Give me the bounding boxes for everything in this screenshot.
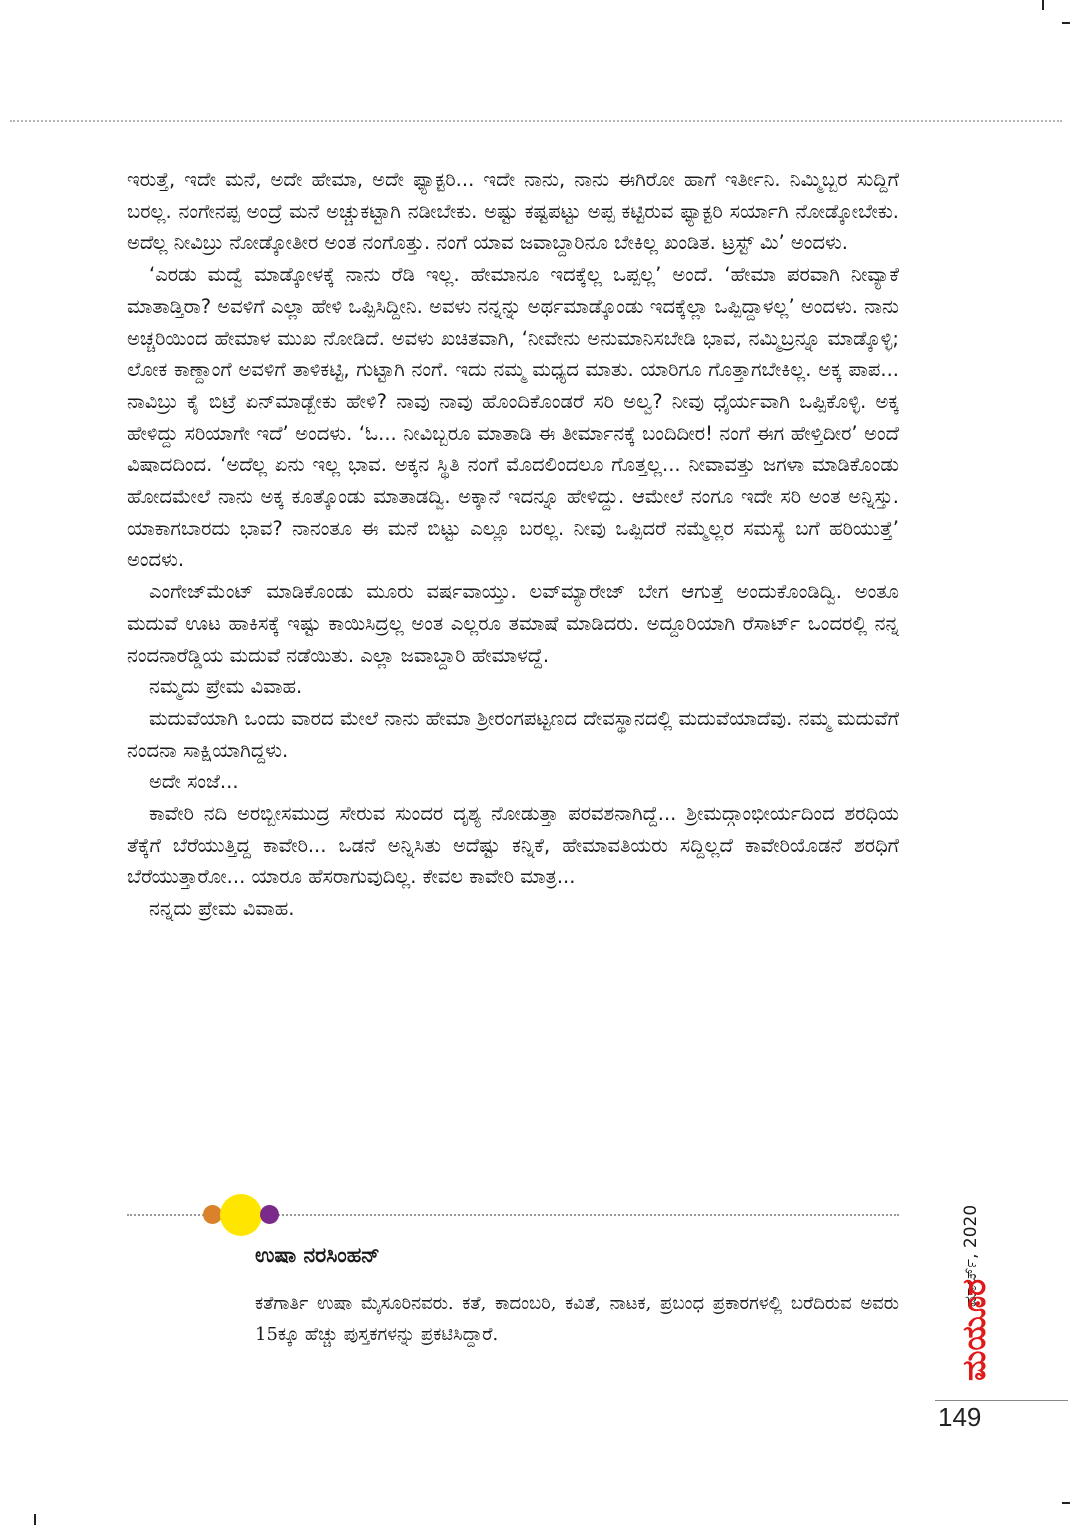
top-dotted-rule bbox=[10, 120, 1062, 122]
magazine-logo: ಮಯೂರ bbox=[955, 1278, 993, 1382]
author-name: ಉಷಾ ನರಸಿಂಹನ್ bbox=[255, 1243, 380, 1267]
crop-mark-top-right bbox=[1062, 22, 1070, 24]
purple-dot-ornament bbox=[260, 1205, 279, 1224]
crop-mark-top bbox=[1042, 0, 1044, 10]
paragraph: ‘ಎರಡು ಮದ್ವೆ ಮಾಡ್ಕೋಳಕ್ಕೆ ನಾನು ರೆಡಿ ಇಲ್ಲ. ಹೇಮಾನೂ ಇದಕ್ಕೆಲ್ಲ ಒಪ್ಪಲ್ಲ’ ಅಂದೆ. ‘ಹೇಮಾ ಪರವಾಗಿ ನೀವ್ಯಾಕೆ ಮಾತಾಡ್ತಿರಾ? ಅವಳಿಗೆ ಎಲ್ಲಾ ಹೇಳಿ ಒಪ್ಪಿಸಿದ್ದೀನಿ. ಅವಳು ನನ್ನನ್ನು ಅರ್ಥಮಾಡ್ಕೊಂಡು ಇದಕ್ಕೆಲ್ಲಾ ಒಪ್ಪಿದ್ದಾಳಲ್ಲ’ ಅಂದಳು. ನಾನು ಅಚ್ಚರಿಯಿಂದ ಹೇಮಾಳ ಮುಖ ನೋಡಿದೆ. ಅವಳು ಖಚಿತವಾಗಿ, ‘ನೀವೇನು ಅನುಮಾನಿಸಬೇಡಿ ಭಾವ, ನಮ್ಮಿಬ್ರನ್ನೂ ಮಾಡ್ಕೊಳ್ಳಿ; ಲೋಕ ಕಾಣ್ದಾಂಗೆ ಅವಳಿಗೆ ತಾಳಿಕಟ್ಟಿ, ಗುಟ್ಟಾಗಿ ನಂಗೆ. ಇದು ನಮ್ಮ ಮಧ್ಯದ ಮಾತು. ಯಾರಿಗೂ ಗೊತ್ತಾಗಬೇಕಿಲ್ಲ. ಅಕ್ಕ ಪಾಪ... ನಾವಿಬ್ರು ಕೈ ಬಿಟ್ರೆ ಏನ್‌ಮಾಡ್ಬೇಕು ಹೇಳಿ? ನಾವು ನಾವು ಹೊಂದಿಕೊಂಡರೆ ಸರಿ ಅಲ್ವ? ನೀವು ಧೈರ್ಯವಾಗಿ ಒಪ್ಪಿಕೊಳ್ಳಿ. ಅಕ್ಕ ಹೇಳಿದ್ದು ಸರಿಯಾಗೇ ಇದೆ’ ಅಂದಳು. ‘ಓ... ನೀವಿಬ್ಬರೂ ಮಾತಾಡಿ ಈ ತೀರ್ಮಾನಕ್ಕೆ ಬಂದಿದೀರ! ನಂಗೆ ಈಗ ಹೇಳ್ತಿದೀರ’ ಅಂದೆ ವಿಷಾದದಿಂದ. ‘ಅದೆಲ್ಲ ಏನು ಇಲ್ಲ ಭಾವ. ಅಕ್ಕನ ಸ್ಥಿತಿ ನಂಗೆ ಮೊದಲಿಂದಲೂ ಗೊತ್ತಲ್ಲ... ನೀವಾವತ್ತು ಜಗಳಾ ಮಾಡಿಕೊಂಡು ಹೋದಮೇಲೆ ನಾನು ಅಕ್ಕ ಕೂತ್ಕೊಂಡು ಮಾತಾಡದ್ವಿ. ಅಕ್ಕಾನೆ ಇದನ್ನೂ ಹೇಳಿದ್ದು. ಆಮೇಲೆ ನಂಗೂ ಇದೇ ಸರಿ ಅಂತ ಅನ್ನಿಸ್ತು. ಯಾಕಾಗಬಾರದು ಭಾವ? ನಾನಂತೂ ಈ ಮನೆ ಬಿಟ್ಟು ಎಲ್ಲೂ ಬರಲ್ಲ. ನೀವು ಒಪ್ಪಿದರೆ ನಮ್ಮೆಲ್ಲರ ಸಮಸ್ಯೆ ಬಗೆ ಹರಿಯುತ್ತೆ’ ಅಂದಳು. bbox=[127, 263, 899, 572]
crop-mark-bottom-right bbox=[1062, 1502, 1070, 1504]
yellow-dot-ornament bbox=[220, 1194, 262, 1236]
page-number: 149 bbox=[938, 1402, 982, 1432]
paragraph: ಕಾವೇರಿ ನದಿ ಅರಬ್ಬೀಸಮುದ್ರ ಸೇರುವ ಸುಂದರ ದೃಶ್ಯ ನೋಡುತ್ತಾ ಪರವಶನಾಗಿದ್ದೆ... ಶ್ರೀಮದ್ಗಾಂಭೀರ್ಯದಿಂದ ಶರಧಿಯ ತೆಕ್ಕೆಗೆ ಬೆರೆಯುತ್ತಿದ್ದ ಕಾವೇರಿ... ಒಡನೆ ಅನ್ನಿಸಿತು ಅದೆಷ್ಟು ಕನ್ನಿಕೆ, ಹೇಮಾವತಿಯರು ಸದ್ದಿಲ್ಲದೆ ಕಾವೇರಿಯೊಡನೆ ಶರಧಿಗೆ ಬೆರೆಯುತ್ತಾರೋ... ಯಾರೂ ಹೆಸರಾಗುವುದಿಲ್ಲ. ಕೇವಲ ಕಾವೇರಿ ಮಾತ್ರ... bbox=[127, 802, 899, 889]
story-text bbox=[127, 164, 899, 925]
paragraph: ನಮ್ಮದು ಪ್ರೇಮ ವಿವಾಹ. bbox=[149, 675, 303, 699]
paragraph: ಇರುತ್ತೆ, ಇದೇ ಮನೆ, ಅದೇ ಹೇಮಾ, ಅದೇ ಫ್ಯಾಕ್ಟರಿ... ಇದೇ ನಾನು, ನಾನು ಈಗಿರೋ ಹಾಗೆ ಇರ್ತೀನಿ. ನಿಮ್ಮಿಬ್ಬರ ಸುದ್ದಿಗೆ ಬರಲ್ಲ. ನಂಗೇನಪ್ಪ ಅಂದ್ರೆ ಮನೆ ಅಚ್ಚುಕಟ್ಟಾಗಿ ನಡೀಬೇಕು. ಅಷ್ಟು ಕಷ್ಟಪಟ್ಟು ಅಪ್ಪ ಕಟ್ಟಿರುವ ಫ್ಯಾಕ್ಟರಿ ಸರ್ಯಾಗಿ ನೋಡ್ಕೋಬೇಕು. ಅದೆಲ್ಲ ನೀವಿಬ್ರು ನೋಡ್ಕೋತೀರ ಅಂತ ನಂಗೊತ್ತು. ನಂಗೆ ಯಾವ ಜವಾಬ್ದಾರಿನೂ ಬೇಕಿಲ್ಲ ಖಂಡಿತ. ಟ್ರಸ್ಟ್ ಮಿ’ ಅಂದಳು. bbox=[127, 168, 899, 255]
author-bio: ಕತೆಗಾರ್ತಿ ಉಷಾ ಮೈಸೂರಿನವರು. ಕತೆ, ಕಾದಂಬರಿ, ಕವಿತೆ, ನಾಟಕ, ಪ್ರಬಂಧ ಪ್ರಕಾರಗಳಲ್ಲಿ ಬರೆದಿರುವ ಅವರು 15ಕ್ಕೂ ಹೆಚ್ಚು ಪುಸ್ತಕಗಳನ್ನು ಪ್ರಕಟಿಸಿದ್ದಾರೆ. bbox=[255, 1293, 899, 1345]
issue-date: ಮಾರ್ಚ್, 2020 bbox=[961, 1204, 981, 1307]
paragraph: ನನ್ನದು ಪ್ರೇಮ ವಿವಾಹ. bbox=[149, 897, 295, 921]
page-number-rule bbox=[935, 1400, 1068, 1401]
paragraph: ಮದುವೆಯಾಗಿ ಒಂದು ವಾರದ ಮೇಲೆ ನಾನು ಹೇಮಾ ಶ್ರೀರಂಗಪಟ್ಟಣದ ದೇವಸ್ಥಾನದಲ್ಲಿ ಮದುವೆಯಾದೆವು. ನಮ್ಮ ಮದುವೆಗೆ ನಂದನಾ ಸಾಕ್ಷಿಯಾಗಿದ್ದಳು. bbox=[127, 706, 899, 762]
paragraph: ಎಂಗೇಜ್‌ಮೆಂಟ್ ಮಾಡಿಕೊಂಡು ಮೂರು ವರ್ಷವಾಯ್ತು. ಲವ್‌ಮ್ಯಾರೇಜ್ ಬೇಗ ಆಗುತ್ತೆ ಅಂದುಕೊಂಡಿದ್ವಿ. ಅಂತೂ ಮದುವೆ ಊಟ ಹಾಕಿಸಕ್ಕೆ ಇಷ್ಟು ಕಾಯಿಸಿದ್ರಲ್ಲ ಅಂತ ಎಲ್ಲರೂ ತಮಾಷೆ ಮಾಡಿದರು. ಅದ್ದೂರಿಯಾಗಿ ರೆಸಾರ್ಟ್ ಒಂದರಲ್ಲಿ ನನ್ನ ನಂದನಾರೆಡ್ಡಿಯ ಮದುವೆ ನಡೆಯಿತು. ಎಲ್ಲಾ ಜವಾಬ್ದಾರಿ ಹೇಮಾಳದ್ದೆ. bbox=[127, 580, 899, 667]
paragraph: ಅದೇ ಸಂಜೆ... bbox=[149, 770, 239, 794]
crop-mark-bottom-left bbox=[34, 1514, 36, 1525]
